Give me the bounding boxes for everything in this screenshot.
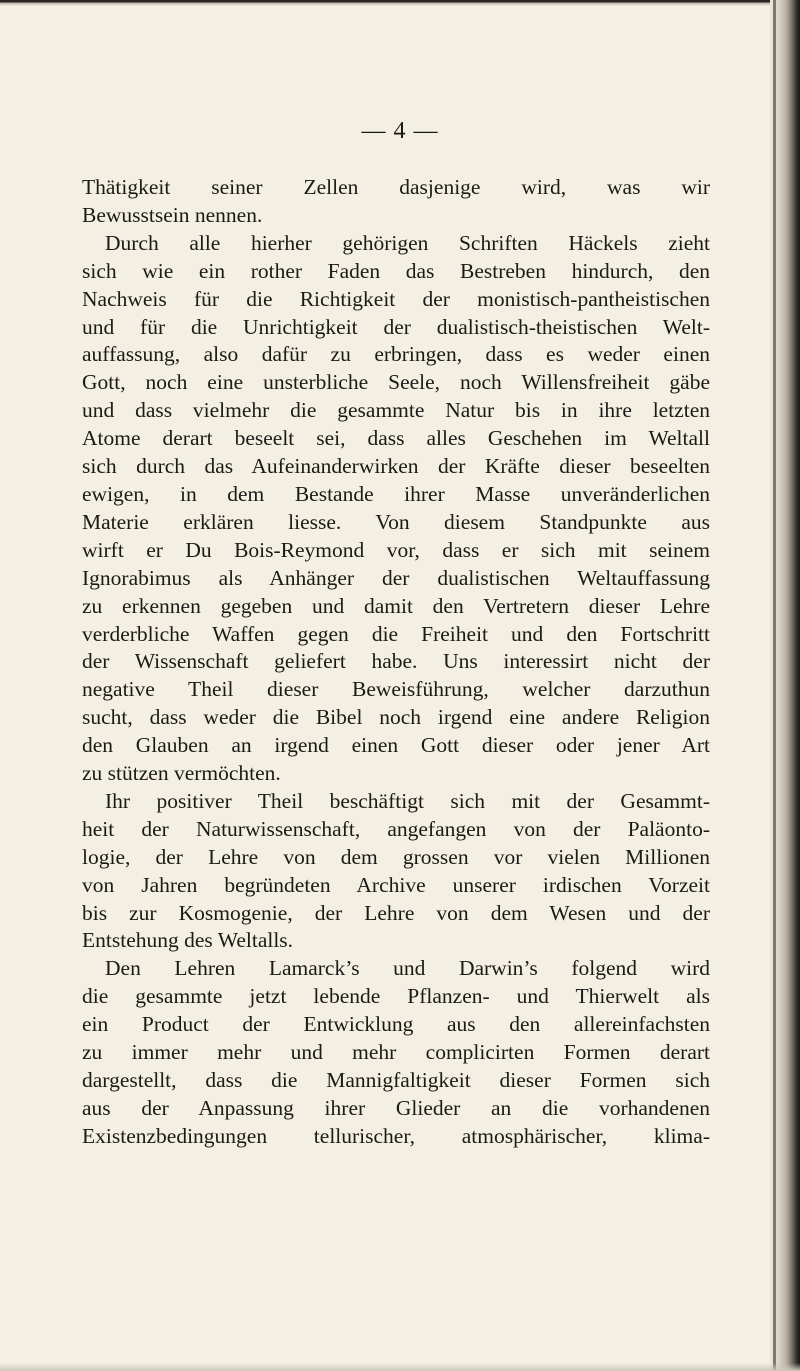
- text-line: wirft er Du Bois-Reymond vor, dass er sich mit seinem: [82, 537, 710, 562]
- page-top-border: [0, 0, 790, 6]
- page-bottom-edge: [0, 1363, 800, 1371]
- text-line: aus der Anpassung ihrer Glieder an die vorhandenen: [82, 1095, 710, 1120]
- text-line: auffassung, also dafür zu erbringen, dass es weder einen: [82, 342, 710, 367]
- text-line: zu stützen vermöchten.: [82, 761, 281, 786]
- text-line: und für die Unrichtigkeit der dualistisch-theistischen Welt-: [82, 314, 710, 339]
- text-line: der Wissenschaft geliefert habe. Uns interessirt nicht der: [82, 649, 710, 674]
- text-line: und dass vielmehr die gesammte Natur bis in ihre letzten: [82, 398, 710, 423]
- text-line: heit der Naturwissenschaft, angefangen von der Paläonto-: [82, 816, 710, 841]
- text-line: von Jahren begründeten Archive unserer irdischen Vorzeit: [82, 872, 710, 897]
- text-line: verderbliche Waffen gegen die Freiheit und den Fortschritt: [82, 621, 710, 646]
- text-line: sich durch das Aufeinanderwirken der Kräfte dieser beseelten: [82, 454, 710, 479]
- text-line: Ignorabimus als Anhänger der dualistischen Weltauffassung: [82, 565, 710, 590]
- text-line: Gott, noch eine unsterbliche Seele, noch Willensfreiheit gäbe: [82, 370, 710, 395]
- text-line: zu erkennen gegeben und damit den Vertretern dieser Lehre: [82, 593, 710, 618]
- page-edge-shadow: [773, 0, 776, 1371]
- text-line: Entstehung des Weltalls.: [82, 928, 294, 953]
- page-number: — 4 —: [361, 118, 439, 144]
- text-line: Existenzbedingungen tellurischer, atmosphärischer, klima-: [82, 1123, 710, 1148]
- text-line: Bewusstsein nennen.: [82, 202, 263, 227]
- text-line: den Glauben an irgend einen Gott dieser oder jener Art: [82, 733, 710, 758]
- text-line: sucht, dass weder die Bibel noch irgend eine andere Religion: [82, 705, 710, 730]
- text-line: negative Theil dieser Beweisführung, welcher darzuthun: [82, 677, 710, 702]
- text-line: Den Lehren Lamarck’s und Darwin’s folgend wird: [105, 956, 710, 981]
- text-line: logie, der Lehre von dem grossen vor vielen Millionen: [82, 844, 710, 869]
- text-line: die gesammte jetzt lebende Pflanzen- und Thierwelt als: [82, 984, 710, 1009]
- text-line: dargestellt, dass die Mannigfaltigkeit dieser Formen sich: [82, 1068, 710, 1092]
- text-line: sich wie ein rother Faden das Bestreben hindurch, den: [82, 258, 710, 283]
- text-line: Thätigkeit seiner Zellen dasjenige wird, was wir: [82, 175, 710, 199]
- text-line: Atome derart beseelt sei, dass alles Geschehen im Weltall: [82, 426, 710, 451]
- text-line: Durch alle hierher gehörigen Schriften Häckels zieht: [105, 230, 710, 255]
- text-line: Materie erklären liesse. Von diesem Standpunkte aus: [82, 509, 710, 534]
- text-line: zu immer mehr und mehr complicirten Formen derart: [82, 1040, 710, 1065]
- body-text: [82, 174, 710, 1151]
- text-line: Nachweis für die Richtigkeit der monistisch-pantheistischen: [82, 286, 710, 311]
- text-line: ewigen, in dem Bestande ihrer Masse unveränderlichen: [82, 481, 710, 506]
- text-line: Ihr positiver Theil beschäftigt sich mit der Gesammt-: [105, 788, 710, 813]
- text-line: ein Product der Entwicklung aus den allereinfachsten: [82, 1012, 710, 1037]
- text-line: bis zur Kosmogenie, der Lehre von dem Wesen und der: [82, 900, 710, 925]
